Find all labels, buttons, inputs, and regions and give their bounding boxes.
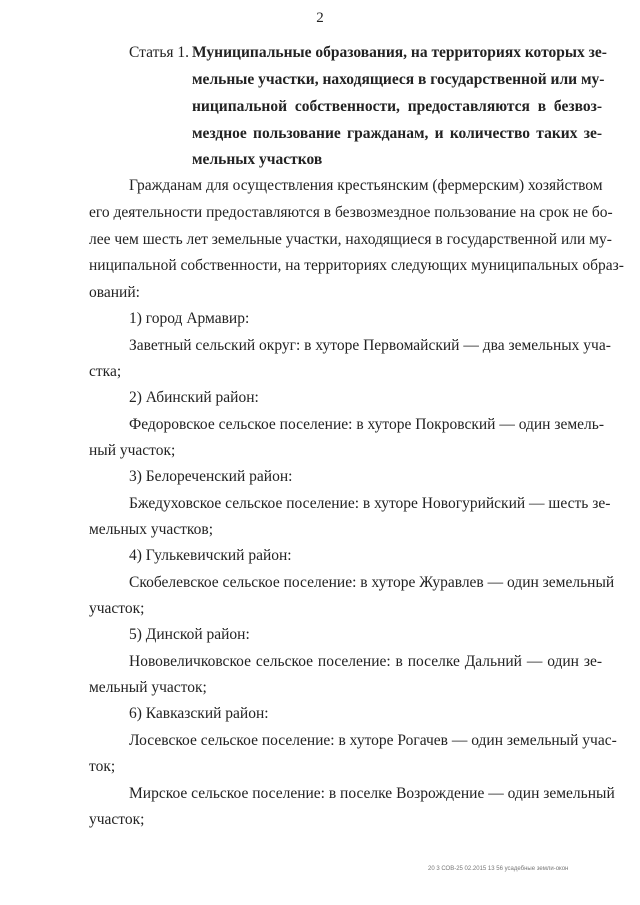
- list-item-6-heading: 6) Кавказский район:: [129, 705, 269, 722]
- article-title-line-5: мельных участков: [192, 151, 323, 168]
- list-item-2-heading: 2) Абинский район:: [129, 389, 259, 406]
- list-item-4-text-cont: участок;: [89, 600, 145, 617]
- body-line-3: лее чем шесть лет земельные участки, находящиеся в государственной или му-: [89, 231, 612, 248]
- list-item-1-heading: 1) город Армавир:: [129, 310, 250, 327]
- article-prefix: Статья 1.: [129, 44, 190, 61]
- article-title-line-1: Муниципальные образования, на территориях которых зе-: [192, 44, 607, 61]
- body-line-2: его деятельности предоставляются в безвозмездное пользование на срок не бо-: [89, 204, 613, 221]
- list-item-1-text: Заветный сельский округ: в хуторе Первомайский — два земельных уча-: [129, 337, 611, 354]
- list-item-5-text-cont: мельный участок;: [89, 679, 207, 696]
- list-item-2-text-cont: ный участок;: [89, 442, 176, 459]
- list-item-4-heading: 4) Гулькевичский район:: [129, 547, 292, 564]
- list-item-5-text: Нововеличковское сельское поселение: в поселке Дальний — один зе-: [129, 653, 602, 670]
- list-item-2-text: Федоровское сельское поселение: в хуторе Покровский — один земель-: [129, 416, 605, 433]
- article-title-line-3: ниципальной собственности, предоставляются в безвоз-: [192, 98, 602, 115]
- list-item-4-text: Скобелевское сельское поселение: в хуторе Журавлев — один земельный: [129, 574, 615, 591]
- article-title-line-4: мездное пользование гражданам, и количество таких зе-: [192, 125, 602, 142]
- list-item-1-text-cont: стка;: [89, 363, 122, 380]
- list-item-3-text: Бжедуховское сельское поселение: в хуторе Новогурийский — шесть зе-: [129, 495, 611, 512]
- page-number: 2: [316, 10, 324, 26]
- list-item-6-text: Лосевское сельское поселение: в хуторе Рогачев — один земельный учас-: [129, 732, 617, 749]
- body-line-5: ований:: [89, 284, 140, 301]
- article-title-line-2: мельные участки, находящиеся в государственной или му-: [192, 71, 605, 88]
- body-line-4: ниципальной собственности, на территориях следующих муниципальных образ-: [89, 257, 624, 274]
- body-line-1: Гражданам для осуществления крестьянским (фермерским) хозяйством: [129, 177, 603, 194]
- list-item-3-heading: 3) Белореченский район:: [129, 468, 293, 485]
- document-footer: 20 3 СОВ-25 02.2015 13 56 усадебные земли-окон: [428, 866, 569, 872]
- list-item-5-heading: 5) Динской район:: [129, 626, 250, 643]
- list-item-3-text-cont: мельных участков;: [89, 521, 214, 538]
- list-item-6-text-cont: ток;: [89, 758, 116, 775]
- list-item-6-text-2-cont: участок;: [89, 811, 145, 828]
- list-item-6-text-2: Мирское сельское поселение: в поселке Возрождение — один земельный: [129, 785, 615, 802]
